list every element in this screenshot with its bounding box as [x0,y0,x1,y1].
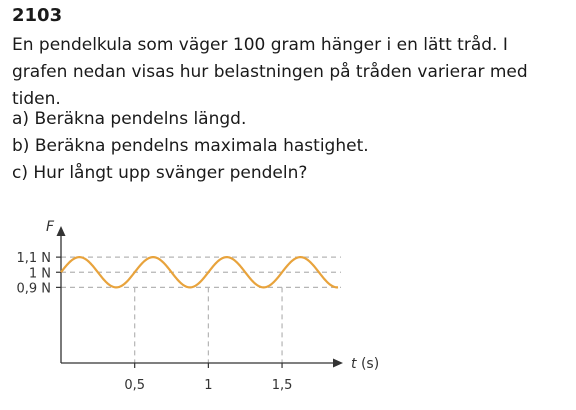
question-a: a) Beräkna pendelns längd. [12,109,247,129]
x-tick-label: 1 [204,378,213,393]
question-c: c) Hur långt upp svänger pendeln? [12,163,308,183]
x-axis-label [351,356,379,372]
y-tick-label: 1 N [28,266,51,282]
x-axis-arrow-icon [333,359,343,368]
x-tick-label: 0,5 [124,378,146,393]
grid-lines [61,257,341,363]
x-tick-label: 1,5 [271,378,293,393]
y-tick-label: 1,1 N [16,251,51,267]
y-axis-label: F [45,219,54,235]
x-axis-unit: (s) [360,356,380,372]
x-axis-symbol: t [351,356,357,372]
x-ticks [124,363,292,393]
y-ticks [16,251,61,296]
y-axis-arrow-icon [57,226,66,236]
question-b: b) Beräkna pendelns maximala hastighet. [12,136,369,156]
problem-intro: En pendelkula som väger 100 gram hänger i en lätt tråd. I grafen nedan visas hur belastningen på tråden varierar med tiden. [12,35,528,109]
y-tick-label: 0,9 N [16,281,51,297]
problem-number: 2103 [12,5,63,26]
